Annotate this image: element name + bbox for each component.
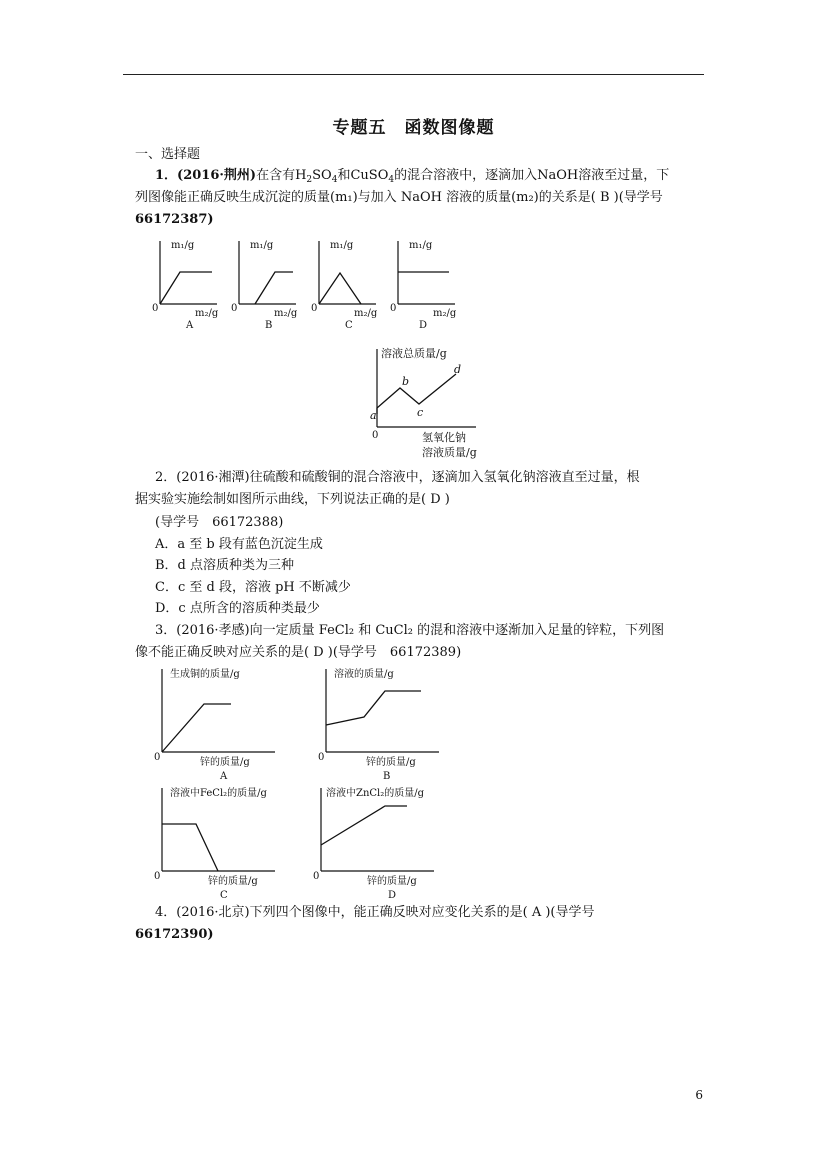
x-axis-label: m₂/g xyxy=(195,308,219,319)
q2-line-1: 2．(2016·湘潭)往硫酸和硫酸铜的混合溶液中，逐滴加入氢氧化钠溶液直至过量，根 xyxy=(155,470,640,485)
graph-caption: C xyxy=(220,890,228,901)
q3-graph-a xyxy=(150,663,310,783)
point-c-label: c xyxy=(417,406,424,419)
data-curve xyxy=(255,272,293,304)
q1-line-1 xyxy=(155,167,669,189)
q3-graph-d xyxy=(309,782,469,900)
origin-label: 0 xyxy=(152,303,159,314)
naoh-formula: NaOH xyxy=(537,168,579,183)
y-axis-label: m₁/g xyxy=(250,240,274,251)
q2-option-d: D．c 点所含的溶质种类最少 xyxy=(155,601,320,616)
h2so4-formula: $H_2SO_4$ xyxy=(295,168,338,185)
graph-caption: A xyxy=(220,771,228,782)
graph-caption: B xyxy=(265,320,273,331)
x-axis-label: 锌的质量/g xyxy=(208,876,258,887)
section-heading: 一、选择题 xyxy=(135,147,201,162)
y-axis-label: 溶液总质量/g xyxy=(381,347,447,360)
q4-line-1: 4．(2016·北京)下列四个图像中，能正确反映对应变化关系的是( A )(导学号 xyxy=(155,905,595,920)
x-axis-label: 锌的质量/g xyxy=(366,757,416,768)
q1-graph-a xyxy=(150,236,220,331)
origin-label: 0 xyxy=(313,871,320,882)
graph-caption: D xyxy=(419,320,428,331)
data-curve xyxy=(162,824,218,871)
q2-option-b: B．d 点溶质种类为三种 xyxy=(155,558,295,573)
data-curve xyxy=(160,272,212,304)
q2-option-c: C．c 至 d 段，溶液 pH 不断减少 xyxy=(155,580,351,595)
point-d-label: d xyxy=(454,363,462,376)
x-axis-label-line1: 氢氧化钠 xyxy=(422,431,466,444)
q1-number: 1． xyxy=(155,168,178,183)
q3-line-1: 3．(2016·孝感)向一定质量 FeCl₂ 和 CuCl₂ 的混和溶液中逐渐加入足量的锌粒，下列图 xyxy=(155,623,665,638)
q3-graph-b xyxy=(314,663,474,783)
point-b-label: b xyxy=(402,375,410,388)
origin-label: 0 xyxy=(311,303,318,314)
graph-caption: C xyxy=(345,320,353,331)
q2-graph xyxy=(368,343,488,461)
q2-option-a: A．a 至 b 段有蓝色沉淀生成 xyxy=(155,537,323,552)
y-axis-label: m₁/g xyxy=(171,240,195,251)
x-axis-label: 锌的质量/g xyxy=(367,876,417,887)
origin-label: 0 xyxy=(390,303,397,314)
y-axis-label: 溶液中FeCl₂的质量/g xyxy=(170,788,267,799)
q1-text-a: 在含有 xyxy=(256,168,296,183)
origin-label: 0 xyxy=(154,752,161,763)
x-axis-label-line2: 溶液质量/g xyxy=(422,446,477,459)
data-curve xyxy=(162,704,231,752)
page-title: 专题五 函数图像题 xyxy=(332,118,495,138)
graph-caption: A xyxy=(186,320,194,331)
y-axis-label: 溶液的质量/g xyxy=(334,669,394,680)
q2-line-2: 据实验实施绘制如图所示曲线，下列说法正确的是( D ) xyxy=(135,492,450,507)
x-axis-label: m₂/g xyxy=(433,308,457,319)
data-curve xyxy=(319,273,361,304)
origin-label: 0 xyxy=(154,871,161,882)
origin-label: 0 xyxy=(231,303,238,314)
q1-line-2: 列图像能正确反映生成沉淀的质量(m₁)与加入 NaOH 溶液的质量(m₂)的关系是( B )(导学号 xyxy=(135,190,663,205)
q1-source: (2016·荆州) xyxy=(177,168,257,183)
q3-graph-c xyxy=(150,782,310,900)
y-axis-label: 生成铜的质量/g xyxy=(170,669,240,680)
y-axis-label: m₁/g xyxy=(330,240,354,251)
q1-text-b: 的混合溶液中，逐滴加入 xyxy=(394,168,538,183)
header-rule xyxy=(123,74,704,75)
y-axis-label: m₁/g xyxy=(409,240,433,251)
q1-graph-b xyxy=(229,236,299,331)
data-curve xyxy=(321,806,407,845)
q1-and: 和 xyxy=(337,168,351,183)
origin-label: 0 xyxy=(372,430,379,441)
page-number: 6 xyxy=(695,1088,703,1102)
x-axis-label: 锌的质量/g xyxy=(200,757,250,768)
x-axis-label: m₂/g xyxy=(274,308,298,319)
q2-line-3: (导学号 66172388) xyxy=(155,515,284,530)
cuso4-formula: CuSO$_4$ xyxy=(350,168,395,185)
q1-graph-d xyxy=(388,236,458,331)
data-curve xyxy=(326,691,421,725)
graph-caption: B xyxy=(383,771,391,782)
point-a-label: a xyxy=(370,409,377,422)
q1-line-3: 66172387) xyxy=(135,212,214,227)
q3-line-2: 像不能正确反映对应关系的是( D )(导学号 66172389) xyxy=(135,645,462,660)
y-axis-label: 溶液中ZnCl₂的质量/g xyxy=(326,788,425,799)
q1-text-c: 溶液至过量，下 xyxy=(578,168,670,183)
q1-graph-c xyxy=(309,236,379,331)
x-axis-label: m₂/g xyxy=(354,308,378,319)
q4-line-2: 66172390) xyxy=(135,927,214,942)
graph-caption: D xyxy=(388,890,397,901)
origin-label: 0 xyxy=(318,752,325,763)
